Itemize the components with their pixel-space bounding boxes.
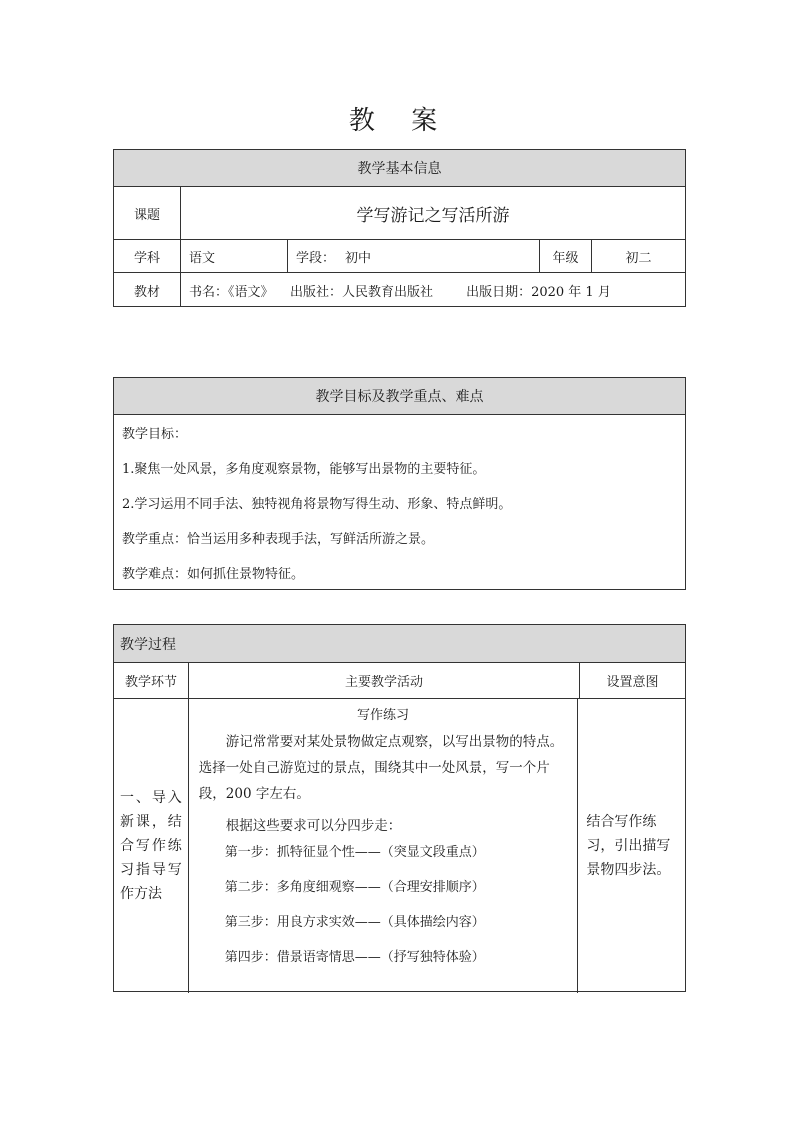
activity-steps-intro: 根据这些要求可以分四步走： <box>225 818 402 834</box>
grade-label: 年级 <box>540 240 592 272</box>
objectives-heading: 教学目标： <box>122 427 188 442</box>
objectives-body <box>114 415 685 596</box>
basic-info-table <box>113 149 686 307</box>
process-row <box>114 699 685 993</box>
stage-cell: 一、导入新课，结合写作练习指导写作方法 <box>114 699 189 993</box>
objective-1: 1.聚焦一处风景，多角度观察景物，能够写出景物的主要特征。 <box>122 462 486 477</box>
step-4: 第四步：借景语寄情思——（抒写独特体验） <box>224 950 485 965</box>
subject-value: 语文 <box>181 240 288 272</box>
document-title: 教 案 <box>348 106 452 136</box>
stage-field <box>288 240 540 272</box>
grade-value: 初二 <box>625 250 652 266</box>
basic-info-header: 教学基本信息 <box>114 150 685 187</box>
col-activity-header: 主要教学活动 <box>189 663 580 698</box>
topic-value: 学写游记之写活所游 <box>356 205 510 226</box>
col-intent-header: 设置意图 <box>606 675 659 690</box>
textbook-label: 教材 <box>114 273 181 307</box>
key-point: 教学重点：恰当运用多种表现手法，写鲜活所游之景。 <box>122 532 435 547</box>
difficult-point: 教学难点：如何抓住景物特征。 <box>122 567 305 582</box>
objectives-table <box>113 377 686 590</box>
subject-row <box>114 240 685 273</box>
intent-cell: 结合写作练习，引出描写景物四步法。 <box>586 814 671 878</box>
activity-paragraph: 游记常常要对某处景物做定点观察，以写出景物的特点。选择一处自己游览过的景点，围绕其中一处风景，写一个片段，200 字左右。 <box>198 734 564 802</box>
topic-label: 课题 <box>114 187 181 239</box>
process-column-headers <box>114 663 685 699</box>
step-2: 第二步：多角度细观察——（合理安排顺序） <box>224 880 485 895</box>
activity-title: 写作练习 <box>357 708 410 723</box>
objective-2: 2.学习运用不同手法、独特视角将景物写得生动、形象、特点鲜明。 <box>122 497 512 512</box>
textbook-row <box>114 273 685 307</box>
activity-cell <box>189 699 579 993</box>
step-3: 第三步：用良方求实效——（具体描绘内容） <box>224 915 485 930</box>
stage-label: 学段： <box>296 250 336 266</box>
process-header: 教学过程 <box>114 625 685 663</box>
process-table <box>113 624 686 992</box>
topic-row <box>114 187 685 240</box>
objectives-header: 教学目标及教学重点、难点 <box>114 378 685 415</box>
subject-label: 学科 <box>114 240 181 272</box>
textbook-value: 书名：《语文》 出版社：人民教育出版社 出版日期：2020 年 1 月 <box>189 284 611 300</box>
step-1: 第一步：抓特征显个性——（突显文段重点） <box>224 845 485 860</box>
col-stage-header: 教学环节 <box>114 663 189 698</box>
stage-value: 初中 <box>345 250 372 266</box>
